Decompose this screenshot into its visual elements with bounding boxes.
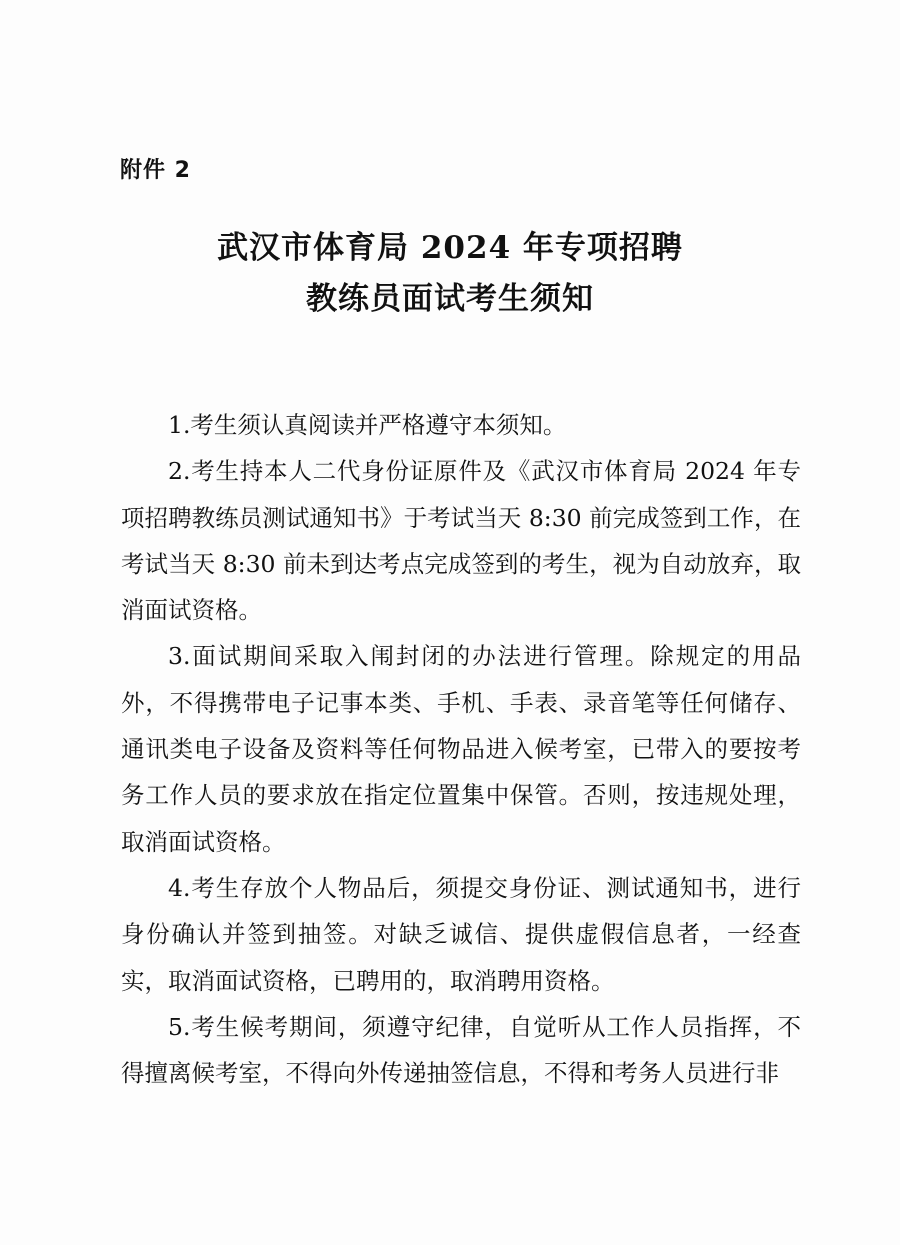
document-title-line-2: 教练员面试考生须知 <box>306 281 594 317</box>
paragraph-2: 2.考生持本人二代身份证原件及《武汉市体育局 2024 年专项招聘教练员测试通知书》于考试当天 8:30 前完成签到工作，在考试当天 8:30 前未到达考点完成签到的考生，视为自动放弃，取消面试资格。 <box>121 457 801 625</box>
paragraph-5: 5.考生候考期间，须遵守纪律，自觉听从工作人员指挥，不得擅离候考室，不得向外传递抽签信息，不得和考务人员进行非 <box>121 1012 801 1088</box>
document-title-line-1: 武汉市体育局 2024 年专项招聘 <box>217 230 683 266</box>
paragraph-4: 4.考生存放个人物品后，须提交身份证、测试通知书，进行身份确认并签到抽签。对缺乏诚信、提供虚假信息者，一经查实，取消面试资格，已聘用的，取消聘用资格。 <box>121 873 801 995</box>
attachment-label: 附件 2 <box>120 158 191 183</box>
paragraph-1: 1.考生须认真阅读并严格遵守本须知。 <box>168 411 567 439</box>
paragraph-3: 3.面试期间采取入闱封闭的办法进行管理。除规定的用品外，不得携带电子记事本类、手机、手表、录音笔等任何储存、通讯类电子设备及资料等任何物品进入候考室，已带入的要按考务工作人员的要求放在指定位置集中保管。否则，按违规处理，取消面试资格。 <box>121 642 801 856</box>
document-body <box>121 402 801 1096</box>
